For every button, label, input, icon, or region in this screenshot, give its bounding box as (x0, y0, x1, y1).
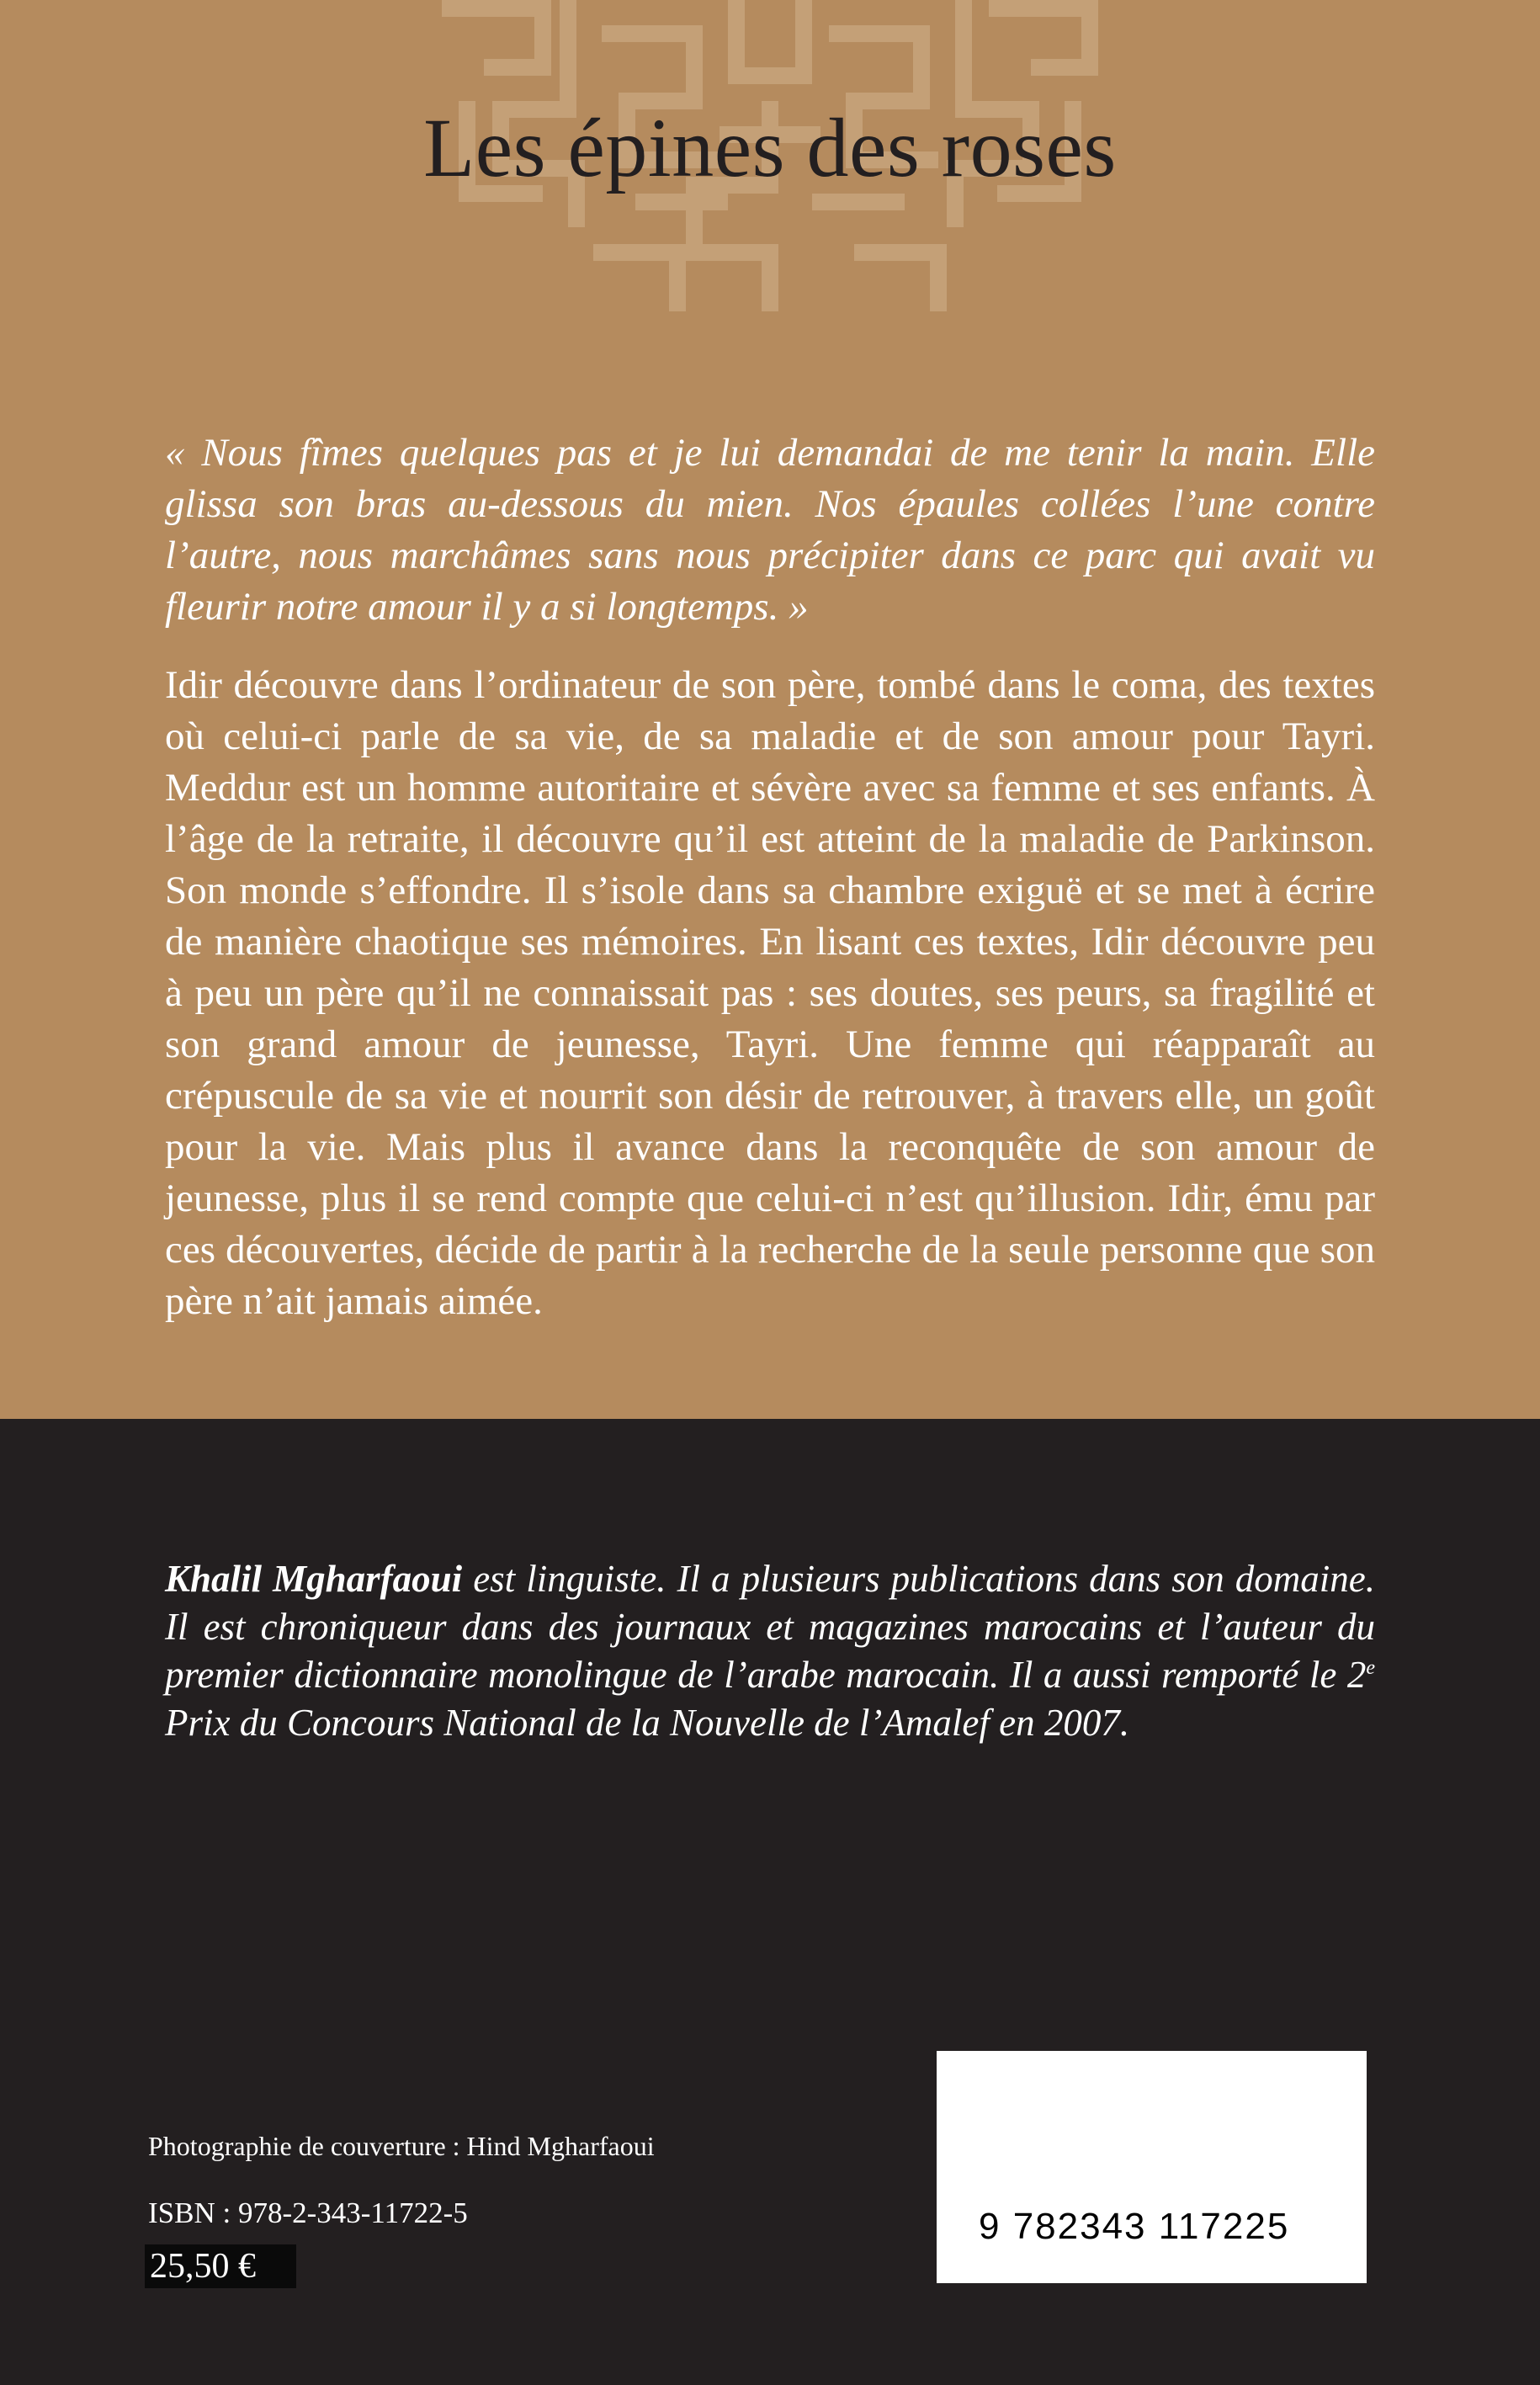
author-name: Khalil Mgharfaoui (165, 1558, 463, 1600)
price-tag: 25,50 € (145, 2244, 296, 2288)
book-title: Les épines des roses (423, 101, 1117, 194)
ordinal-superscript: e (1366, 1657, 1375, 1679)
author-bio-text: est linguiste. Il a plusieurs publications dans son domaine. Il est chroniqueur dans des journaux et magazines marocains et l’auteur du premier dictionnaire monolingue de l’arabe marocain. Il a aussi remporté le 2 (165, 1558, 1375, 1696)
author-bio (165, 1555, 1375, 1747)
barcode-digits: 9 782343 117225 (979, 2206, 1290, 2247)
back-cover-quote: « Nous fîmes quelques pas et je lui demandai de me tenir la main. Elle glissa son bras au-dessous du mien. Nos épaules collées l’une contre l’autre, nous marchâmes sans nous précipiter dans ce parc qui avait vu fleurir notre amour il y a si longtemps. » (165, 431, 1375, 629)
barcode (937, 2051, 1367, 2283)
author-bio-text-end: Prix du Concours National de la Nouvelle de l’Amalef en 2007. (165, 1702, 1130, 1744)
photo-credit: Photographie de couverture : Hind Mgharfaoui (148, 2131, 655, 2161)
book-summary: Idir découvre dans l’ordinateur de son père, tombé dans le coma, des textes où celui-ci parle de sa vie, de sa maladie et de son amour pour Tayri. Meddur est un homme autoritaire et sévère avec sa femme et ses enfants. À l’âge de la retraite, il découvre qu’il est atteint de la maladie de Parkinson. Son monde s’effondre. Il s’isole dans sa chambre exiguë et se met à écrire de manière chaotique ses mémoires. En lisant ces textes, Idir découvre peu à peu un père qu’il ne connaissait pas : ses doutes, ses peurs, sa fragilité et son grand amour de jeunesse, Tayri. Une femme qui réapparaît au crépuscule de sa vie et nourrit son désir de retrouver, à travers elle, un goût pour la vie. Mais plus il avance dans la reconquête de son amour de jeunesse, plus il se rend compte que celui-ci n’est qu’illusion. Idir, ému par ces découvertes, décide de partir à la recherche de la seule personne que son père n’ait jamais aimée. (165, 663, 1375, 1323)
isbn-label: ISBN : 978-2-343-11722-5 (148, 2196, 468, 2229)
